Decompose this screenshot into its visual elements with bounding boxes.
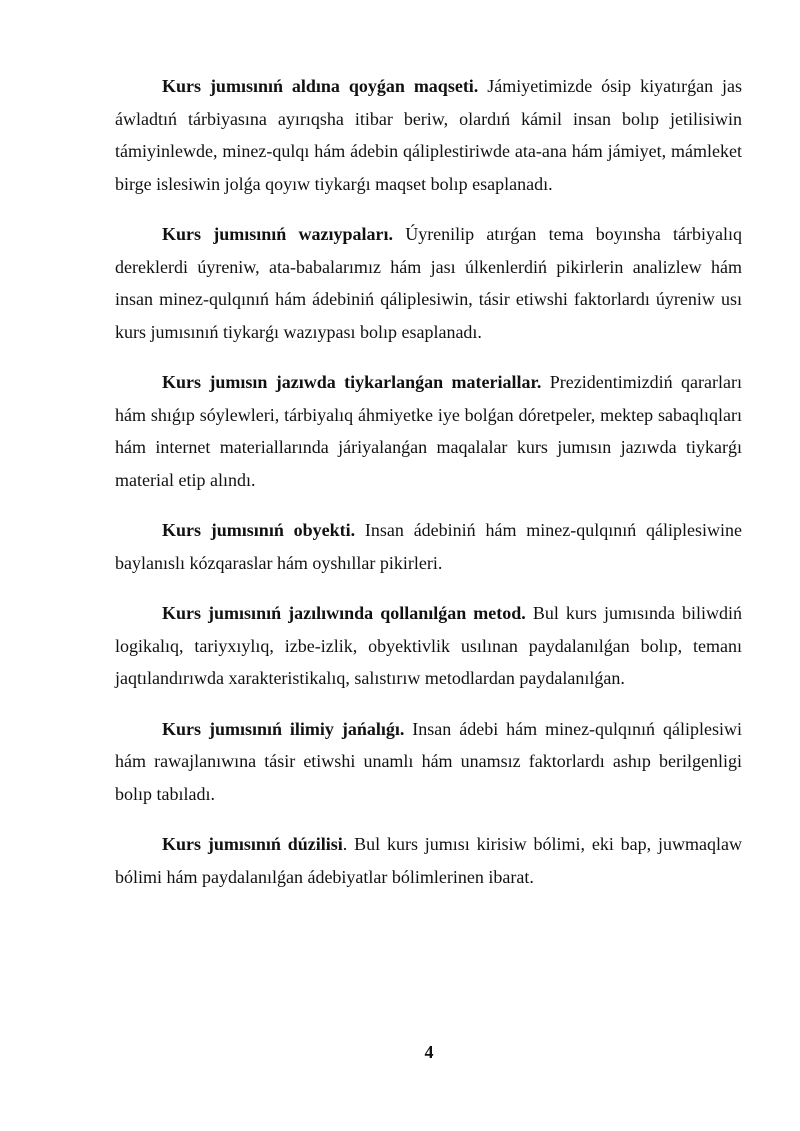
paragraph-heading: Kurs jumısın jazıwda tiykarlanǵan materiallar. [162,372,542,392]
paragraph-text: Jámiyetimizde ósip kiyatırǵan jas áwladtıń tárbiyasına ayırıqsha itibar beriw, olardıń kámil insan bolıp jetilisiwin támiyinlewde, minez-qulqı hám ádebin qáliplestiriwde ata-ana hám jámiyet, mámleket birge islesiwin jolǵa qoyıw tiykarǵı maqset bolıp esaplanadı. [115,76,742,194]
paragraph-text: Insan ádebiniń hám minez-qulqınıń qáliplesiwine baylanıslı kózqaraslar hám oyshıllar pikirleri. [115,520,742,573]
paragraph-text: Insan ádebi hám minez-qulqınıń qáliplesiwi hám rawajlanıwına tásir etiwshi unamlı hám unamsız faktorlardı ashıp berilgenligi bolıp tabıladı. [115,718,742,804]
page-number: 4 [424,1042,434,1062]
paragraph-heading: Kurs jumısınıń dúzilisi [162,834,343,854]
document-page [115,70,742,911]
paragraph-course-tasks [115,218,742,348]
paragraph-heading: Kurs jumısınıń ilimiy jańalıǵı. [162,718,405,739]
paragraph-text: Prezidentimizdiń qararları hám shıǵıp sóylewleri, tárbiyalıq áhmiyetke iye bolǵan dóretpeler, mektep sabaqlıqları hám internet materiallarında járiyalanǵan maqalalar kurs jumısın jazıwda tiykarǵı material etip alındı. [115,372,743,490]
paragraph-course-object [115,514,742,579]
paragraph-heading: Kurs jumısınıń aldına qoyǵan maqseti. [162,76,479,96]
paragraph-course-materials [115,366,742,496]
paragraph-text: Úyrenilip atırǵan tema boyınsha tárbiyalıq dereklerdi úyreniw, ata-babalarımız hám jası úlkenlerdiń pikirlerin analizlew hám insan minez-qulqınıń hám ádebiniń qáliplesiwin, tásir etiwshi faktorlardı úyreniw usı kurs jumısınıń tiykarǵı wazıypası bolıp esaplanadı. [115,224,742,342]
paragraph-course-method [115,597,742,695]
paragraph-course-novelty [115,713,742,811]
paragraph-course-structure [115,828,742,893]
paragraph-heading: Kurs jumısınıń obyekti. [162,520,356,540]
paragraph-heading: Kurs jumısınıń jazılıwında qollanılǵan metod. [162,603,526,623]
paragraph-course-goal [115,70,742,200]
paragraph-heading: Kurs jumısınıń wazıypaları. [162,224,393,244]
paragraph-text: . Bul kurs jumısı kirisiw bólimi, eki bap, juwmaqlaw bólimi hám paydalanılǵan ádebiyatlar bólimlerinen ibarat. [115,834,742,887]
paragraph-text: Bul kurs jumısında biliwdiń logikalıq, tariyxıylıq, izbe-izlik, obyektivlik usılınan paydalanılǵan bolıp, temanı jaqtılandırıwda xarakteristikalıq, salıstırıw metodlardan paydalanılǵan. [115,603,742,688]
